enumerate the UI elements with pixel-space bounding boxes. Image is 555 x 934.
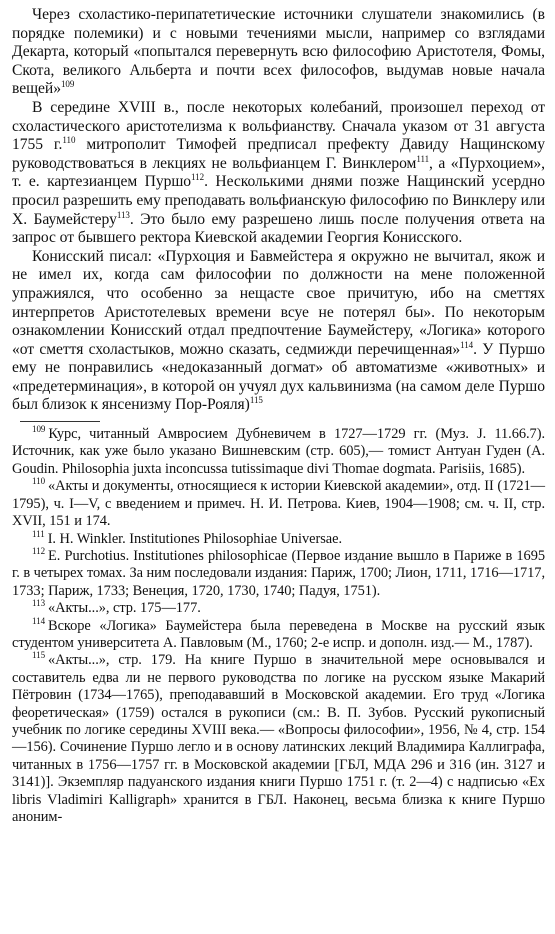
footnote-number: 111: [32, 528, 45, 539]
note-ref-111[interactable]: 111: [416, 153, 430, 164]
paragraph-2-text-a: В середине XVIII в., после некоторых колебаний, произошел переход от схоластического аристотелизма к вольфианству. Сначала указом от 31 августа 1755 г.: [12, 98, 545, 154]
footnote-text: E. Purchotius. Institutiones philosophicae (Первое издание вышло в Париже в 1695 г. в четырех томах. За ним последовали издания: Париж, 1700; Лион, 1711, 1716—1717, 1733; Париж, 1733; Венеция, 1720, 1730, 1740; Падуя, 1751).: [12, 547, 545, 599]
footnote-number: 113: [32, 598, 46, 609]
footnotes: [12, 426, 545, 826]
footnote-text: I. H. Winkler. Institutiones Philosophiae Universae.: [47, 530, 343, 547]
note-ref-113[interactable]: 113: [116, 209, 130, 220]
note-ref-109[interactable]: 109: [60, 79, 75, 90]
main-text: [12, 6, 545, 415]
footnote-112: [12, 545, 545, 600]
footnote-114: [12, 615, 545, 653]
paragraph-1: [12, 6, 545, 99]
footnote-divider: [20, 421, 100, 422]
footnote-text: Вскоре «Логика» Баумейстера была переведена в Москве на русский язык студентом университета А. Павловым (М., 1760; 2-е испр. и дополн. изд.— М., 1787).: [12, 617, 545, 651]
footnote-number: 114: [32, 615, 46, 626]
footnote-113: [12, 600, 545, 617]
footnote-111: [12, 528, 545, 548]
footnote-text: «Акты...», стр. 175—177.: [48, 600, 201, 617]
footnote-text: «Акты...», стр. 179. На книге Пуршо в значительной мере основывался и составитель едва ли не первого руководства по логике на русском языке Макарий Пётровин (1734—1765), преподававший в Московской академии. Его труд «Логика феоретическая» (1759) остался в рукописи (см.: В. П. Зубов. Русский рукописный учебник по логике середины XVIII века.— «Вопросы философии», 1956, № 4, стр. 154—156). Сочинение Пуршо легло и в основу латинских лекций Владимира Каллиграфа, читанных в 1756—1757 гг. в Московской академии [ГБЛ, МДА 296 и 316 (ин. 3127 и 3141)]. Экземпляр падуанского издания книги Пуршо 1751 г. (т. 2—4) с надписью «Ex libris Vladimiri Kalligraph» хранится в ГБЛ. Наконец, весьма близка к книге Пуршо аноним-: [12, 652, 545, 825]
footnote-number: 110: [32, 476, 46, 487]
paragraph-1-text: Через схоластико-перипатетические источники слушатели знакомились (в порядке полемики) и с новыми течениями мысли, например со взглядами Декарта, который «попытался перевернуть всю философию Аристотеля, Фомы, Скота, великого Альберта и почти всех философов, выдумав новые начала вещей»: [12, 6, 545, 98]
paragraph-2-text-b: митрополит Тимофей предписал префекту Давиду Нащинскому руководствоваться в лекциях не вольфианцем Г. Винклером: [12, 136, 545, 172]
footnote-number: 115: [32, 650, 46, 661]
paragraph-3: [12, 248, 545, 415]
footnote-115: [12, 652, 545, 826]
footnote-number: 112: [32, 545, 46, 556]
footnote-109: [12, 426, 545, 478]
paragraph-2-text-d: . Несколькими днями позже Нащинский усердно просил разрешить ему преподавать вольфианскую философию по Винклеру или Х. Баумейстеру: [12, 173, 546, 228]
note-ref-110[interactable]: 110: [62, 135, 76, 146]
footnote-text: «Акты и документы, относящиеся к истории Киевской академии», отд. II (1721—1795), ч. I—V, с введением и примеч. Н. И. Петрова. Киев, 1904—1908; см. ч. II, стр. XVII, 151 и 174.: [12, 478, 545, 530]
footnote-number: 109: [32, 424, 46, 435]
paragraph-3-text-b: . У Пуршо ему не понравились «недоказанный догмат» об автоматизме «животных» и «предетерминация», в которой он учуял дух кальвинизма (на самом деле Пуршо был близок к янсенизму Пор-Рояля): [12, 340, 545, 414]
paragraph-2-text-c: , а «Пурхоцием», т. е. картезианцем Пуршо: [12, 154, 545, 191]
footnote-110: [12, 478, 545, 530]
paragraph-3-text-a: Конисский писал: «Пурхоция и Бавмейстера я окружно не вычитал, якож и не имел их, когда сам философии по должности на мене положенной упражиялся, что особенно за нещасте свое причитую, ибо на сметтях интерпретов Аристотелевых времени всуе не потерял бы». По некоторым ознакомлении Конисский отдал предпочтение Баумейстеру, «Логика» которого «от смеття схоластыков, можно сказать, седмижди перечищенная»: [12, 247, 545, 358]
paragraph-2: [12, 99, 545, 248]
note-ref-115[interactable]: 115: [249, 395, 263, 406]
note-ref-114[interactable]: 114: [460, 339, 474, 350]
note-ref-112[interactable]: 112: [191, 172, 205, 183]
paragraph-2-text-e: . Это было ему разрешено лишь после получения ответа на запрос от бывшего ректора Киевской академии Георгия Конисского.: [12, 210, 545, 247]
footnote-text: Курс, читанный Амвросием Дубневичем в 1727—1729 гг. (Муз. J. 11.66.7). Источник, как уже было указано Вишневским (стр. 605),— томист Антуан Гуден (A. Goudin. Philosophia juxta inconcussa tutissimaque divi Thomae dogmata. Parisiis, 1685).: [12, 426, 545, 477]
